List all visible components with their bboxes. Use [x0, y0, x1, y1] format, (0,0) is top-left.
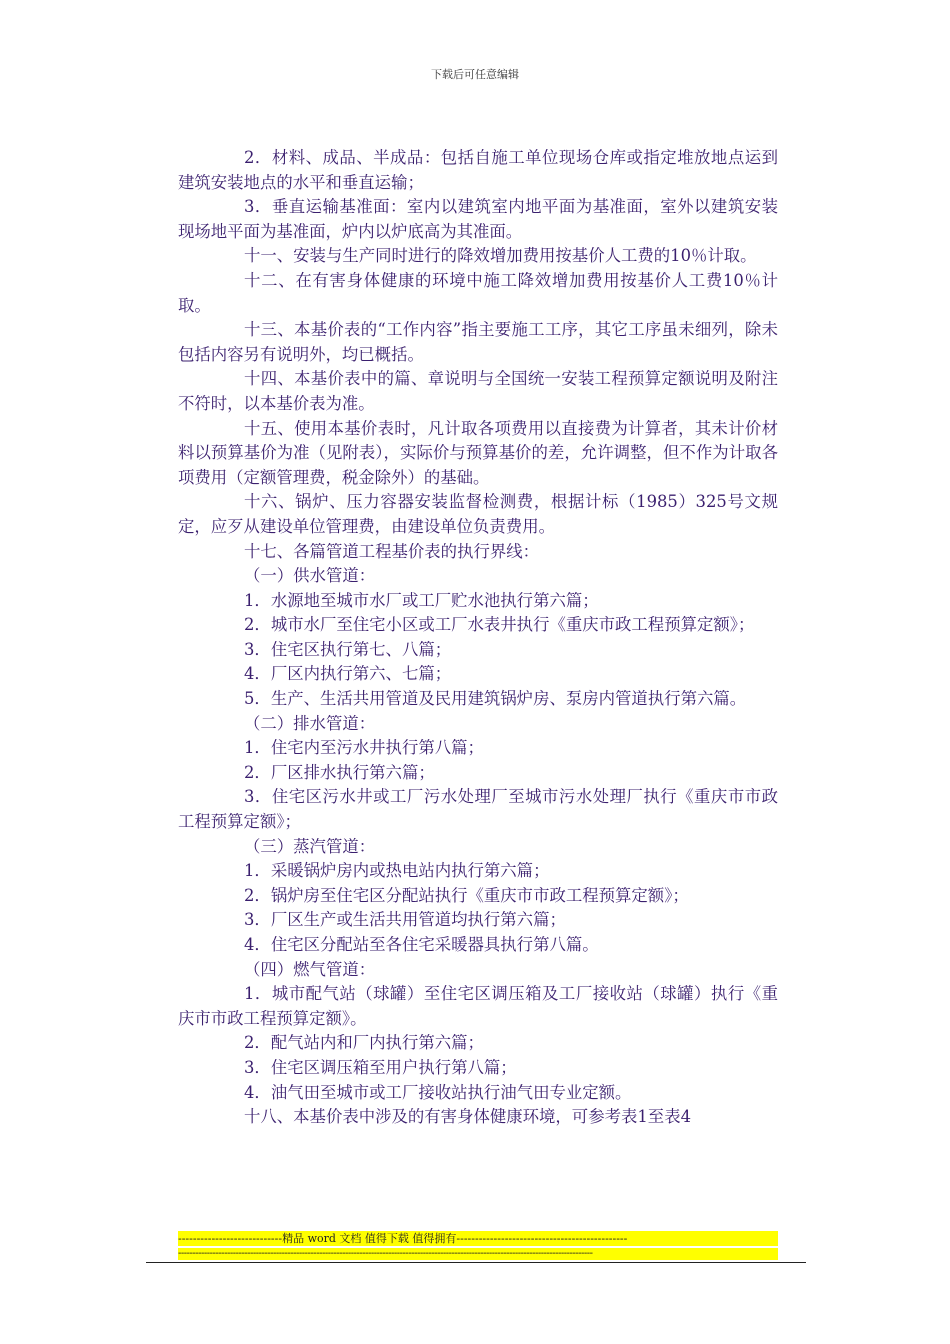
paragraph: 3．垂直运输基准面：室内以建筑室内地平面为基准面，室外以建筑安装现场地平面为基准面，炉内以炉底高为其准面。: [178, 197, 778, 241]
list-item: 2．配气站内和厂内执行第六篇；: [244, 1033, 484, 1053]
paragraph: 十七、各篇管道工程基价表的执行界线：: [244, 541, 540, 561]
page-header: 下载后可任意编辑: [431, 68, 519, 81]
footer-divider: [146, 1262, 806, 1263]
list-item: 1．水源地至城市水厂或工厂贮水池执行第六篇；: [244, 590, 599, 610]
section-heading: （四）燃气管道：: [244, 959, 376, 979]
list-item: 3．住宅区调压箱至用户执行第八篇；: [244, 1057, 517, 1077]
list-item: 2．城市水厂至住宅小区或工厂水表井执行《重庆市政工程预算定额》；: [244, 615, 755, 635]
list-item: 4．住宅区分配站至各住宅采暖器具执行第八篇。: [244, 935, 599, 954]
section-heading: （一）供水管道：: [244, 566, 376, 586]
footer-dashes: ------------------------------------------------------------------------------------------------------------------------------------------------: [178, 1248, 778, 1260]
list-item: 2．锅炉房至住宅区分配站执行《重庆市市政工程预算定额》；: [244, 885, 689, 905]
section-heading: （三）蒸汽管道：: [244, 836, 376, 856]
paragraph: 十二、在有害身体健康的环境中施工降效增加费用按基价人工费10％计取。: [178, 270, 778, 315]
paragraph: 2．材料、成品、半成品：包括自施工单位现场仓库或指定堆放地点运到建筑安装地点的水平和垂直运输；: [178, 148, 778, 192]
paragraph: 十六、锅炉、压力容器安装监督检测费，根据计标（1985）325号文规定，应歹从建设单位管理费，由建设单位负责费用。: [178, 492, 778, 536]
list-item: 3．住宅区污水井或工厂污水处理厂至城市污水处理厂执行《重庆市市政工程预算定额》；: [178, 787, 778, 832]
document-body: [178, 146, 778, 1130]
list-item: 1．城市配气站（球罐）至住宅区调压箱及工厂接收站（球罐）执行《重庆市市政工程预算定额》。: [178, 984, 778, 1028]
paragraph: 十八、本基价表中涉及的有害身体健康环境，可参考表1至表4: [244, 1107, 692, 1127]
paragraph: 十四、本基价表中的篇、章说明与全国统一安装工程预算定额说明及附注不符时，以本基价表为准。: [178, 369, 778, 413]
list-item: 1．住宅内至污水井执行第八篇；: [244, 738, 484, 758]
list-item: 2．厂区排水执行第六篇；: [244, 762, 435, 782]
list-item: 1．采暖锅炉房内或热电站内执行第六篇；: [244, 861, 550, 881]
section-heading: （二）排水管道：: [244, 713, 376, 733]
list-item: 3．厂区生产或生活共用管道均执行第六篇；: [244, 910, 566, 930]
list-item: 3．住宅区执行第七、八篇；: [244, 639, 452, 659]
list-item: 5．生产、生活共用管道及民用建筑锅炉房、泵房内管道执行第六篇。: [244, 689, 747, 709]
paragraph: 十一、安装与生产同时进行的降效增加费用按基价人工费的10％计取。: [244, 246, 757, 266]
list-item: 4．厂区内执行第六、七篇；: [244, 664, 452, 684]
footer-banner: ----------------------------精品 word 文档 值得下载 值得拥有----------------------------------------------: [178, 1231, 778, 1246]
list-item: 4．油气田至城市或工厂接收站执行油气田专业定额。: [244, 1082, 632, 1102]
paragraph: 十三、本基价表的“工作内容”指主要施工工序，其它工序虽未细列，除未包括内容另有说明外，均已概括。: [178, 320, 778, 364]
paragraph: 十五、使用本基价表时，凡计取各项费用以直接费为计算者，其未计价材料以预算基价为准（见附表），实际价与预算基价的差，允许调整，但不作为计取各项费用（定额管理费，税金除外）的基础。: [178, 418, 778, 487]
